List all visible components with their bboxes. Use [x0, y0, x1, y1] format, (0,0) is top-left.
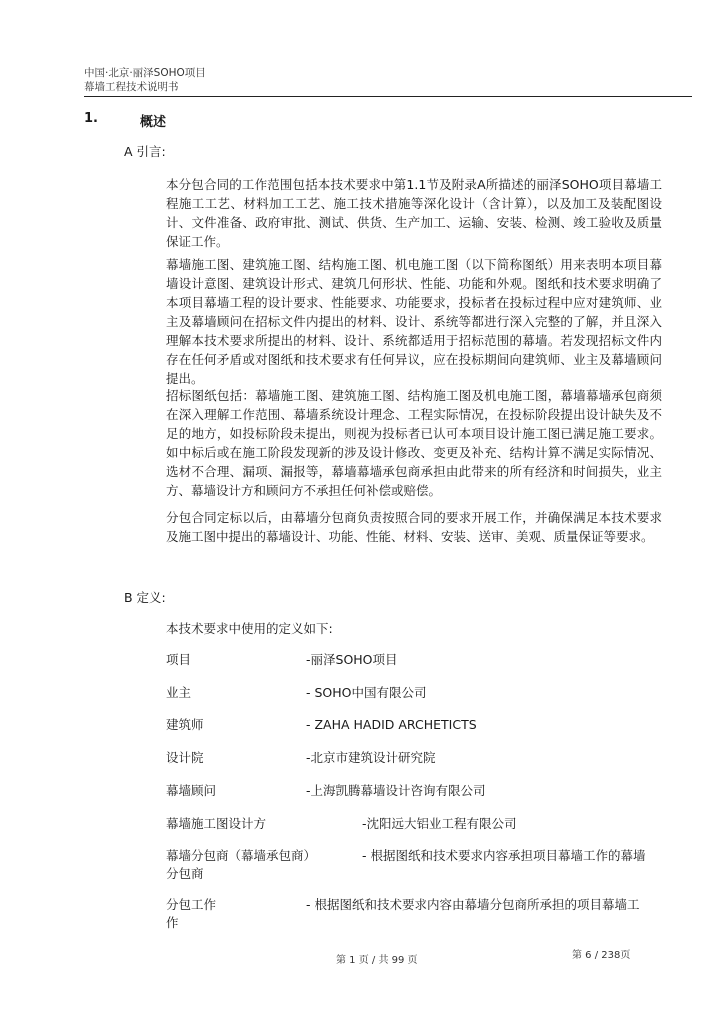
definition-value: - ZAHA HADID ARCHETICTS	[306, 717, 477, 732]
intro-paragraph: 本分包合同的工作范围包括本技术要求中第1.1节及附录A所描述的丽泽SOHO项目幕墙工程施工工艺、材料加工工艺、施工技术措施等深化设计（含计算），以及加工及装配图设计、文件准备、政府审批、测试、供货、生产加工、运输、安装、检测、竣工验收及质量保证工作。	[166, 177, 662, 249]
intro-paragraph: 分包合同定标以后，由幕墙分包商负责按照合同的要求开展工作，并确保满足本技术要求及施工图中提出的幕墙设计、功能、性能、材料、安装、送审、美观、质量保证等要求。	[166, 510, 662, 544]
definition-value: -丽泽SOHO项目	[306, 652, 398, 667]
definitions-lead: 本技术要求中使用的定义如下:	[166, 621, 333, 636]
definition-term: 建筑师	[166, 717, 204, 732]
definition-value: -沈阳远大铝业工程有限公司	[362, 816, 517, 831]
header-project-line: 中国·北京·丽泽SOHO项目	[84, 67, 206, 79]
definition-value: - 根据图纸和技术要求内容承担项目幕墙工作的幕墙	[362, 848, 646, 863]
intro-paragraph: 招标图纸包括：幕墙施工图、建筑施工图、结构施工图及机电施工图，幕墙幕墙承包商须在深入理解工作范围、幕墙系统设计理念、工程实际情况，在投标阶段提出设计缺失及不足的地方，如投标阶段未提出，则视为投标者已认可本项目设计施工图已满足施工要求。如中标后或在施工阶段发现新的涉及设计修改、变更及补充、结构计算不满足实际情况、选材不合理、漏项、漏报等，幕墙幕墙承包商承担由此带来的所有经济和时间损失，业主方、幕墙设计方和顾问方不承担任何补偿或赔偿。	[166, 388, 662, 498]
intro-paragraph: 幕墙施工图、建筑施工图、结构施工图、机电施工图（以下简称图纸）用来表明本项目幕墙设计意图、建筑设计形式、建筑几何形状、性能、功能和外观。图纸和技术要求明确了本项目幕墙工程的设计要求、性能要求、功能要求，投标者在投标过程中应对建筑师、业主及幕墙顾问在招标文件内提出的材料、设计、系统等都进行深入完整的了解，并且深入理解本技术要求所提出的材料、设计、系统都适用于招标范围的幕墙。若发现招标文件内存在任何矛盾或对图纸和技术要求有任何异议，应在投标期间向建筑师、业主及幕墙顾问提出。	[166, 257, 662, 386]
definition-value: -北京市建筑设计研究院	[306, 750, 436, 765]
definition-term: 设计院	[166, 750, 204, 765]
header-doc-title: 幕墙工程技术说明书	[84, 81, 179, 93]
definition-value: - 根据图纸和技术要求内容由幕墙分包商所承担的项目幕墙工	[306, 897, 640, 912]
definition-term: 项目	[166, 652, 192, 667]
document-header	[84, 66, 206, 94]
page-footer: 第 1 页 / 共 99 页	[336, 955, 418, 966]
definition-value: -上海凯腾幕墙设计咨询有限公司	[306, 783, 486, 798]
definition-term: 业主	[166, 685, 192, 700]
subsection-a-label: A 引言:	[124, 144, 166, 159]
definition-term: 分包工作 作	[166, 897, 217, 930]
definition-term: 幕墙分包商（幕墙承包商） 分包商	[166, 848, 317, 881]
definition-term: 幕墙顾问	[166, 783, 217, 798]
page-footer-docnum: 第 6 / 238页	[572, 950, 631, 961]
section-number: 1.	[84, 111, 98, 126]
subsection-b-label: B 定义:	[124, 590, 166, 605]
header-divider	[84, 96, 692, 97]
definition-term: 幕墙施工图设计方	[166, 816, 267, 831]
section-title: 概述	[140, 115, 167, 130]
definition-value: - SOHO中国有限公司	[306, 685, 427, 700]
